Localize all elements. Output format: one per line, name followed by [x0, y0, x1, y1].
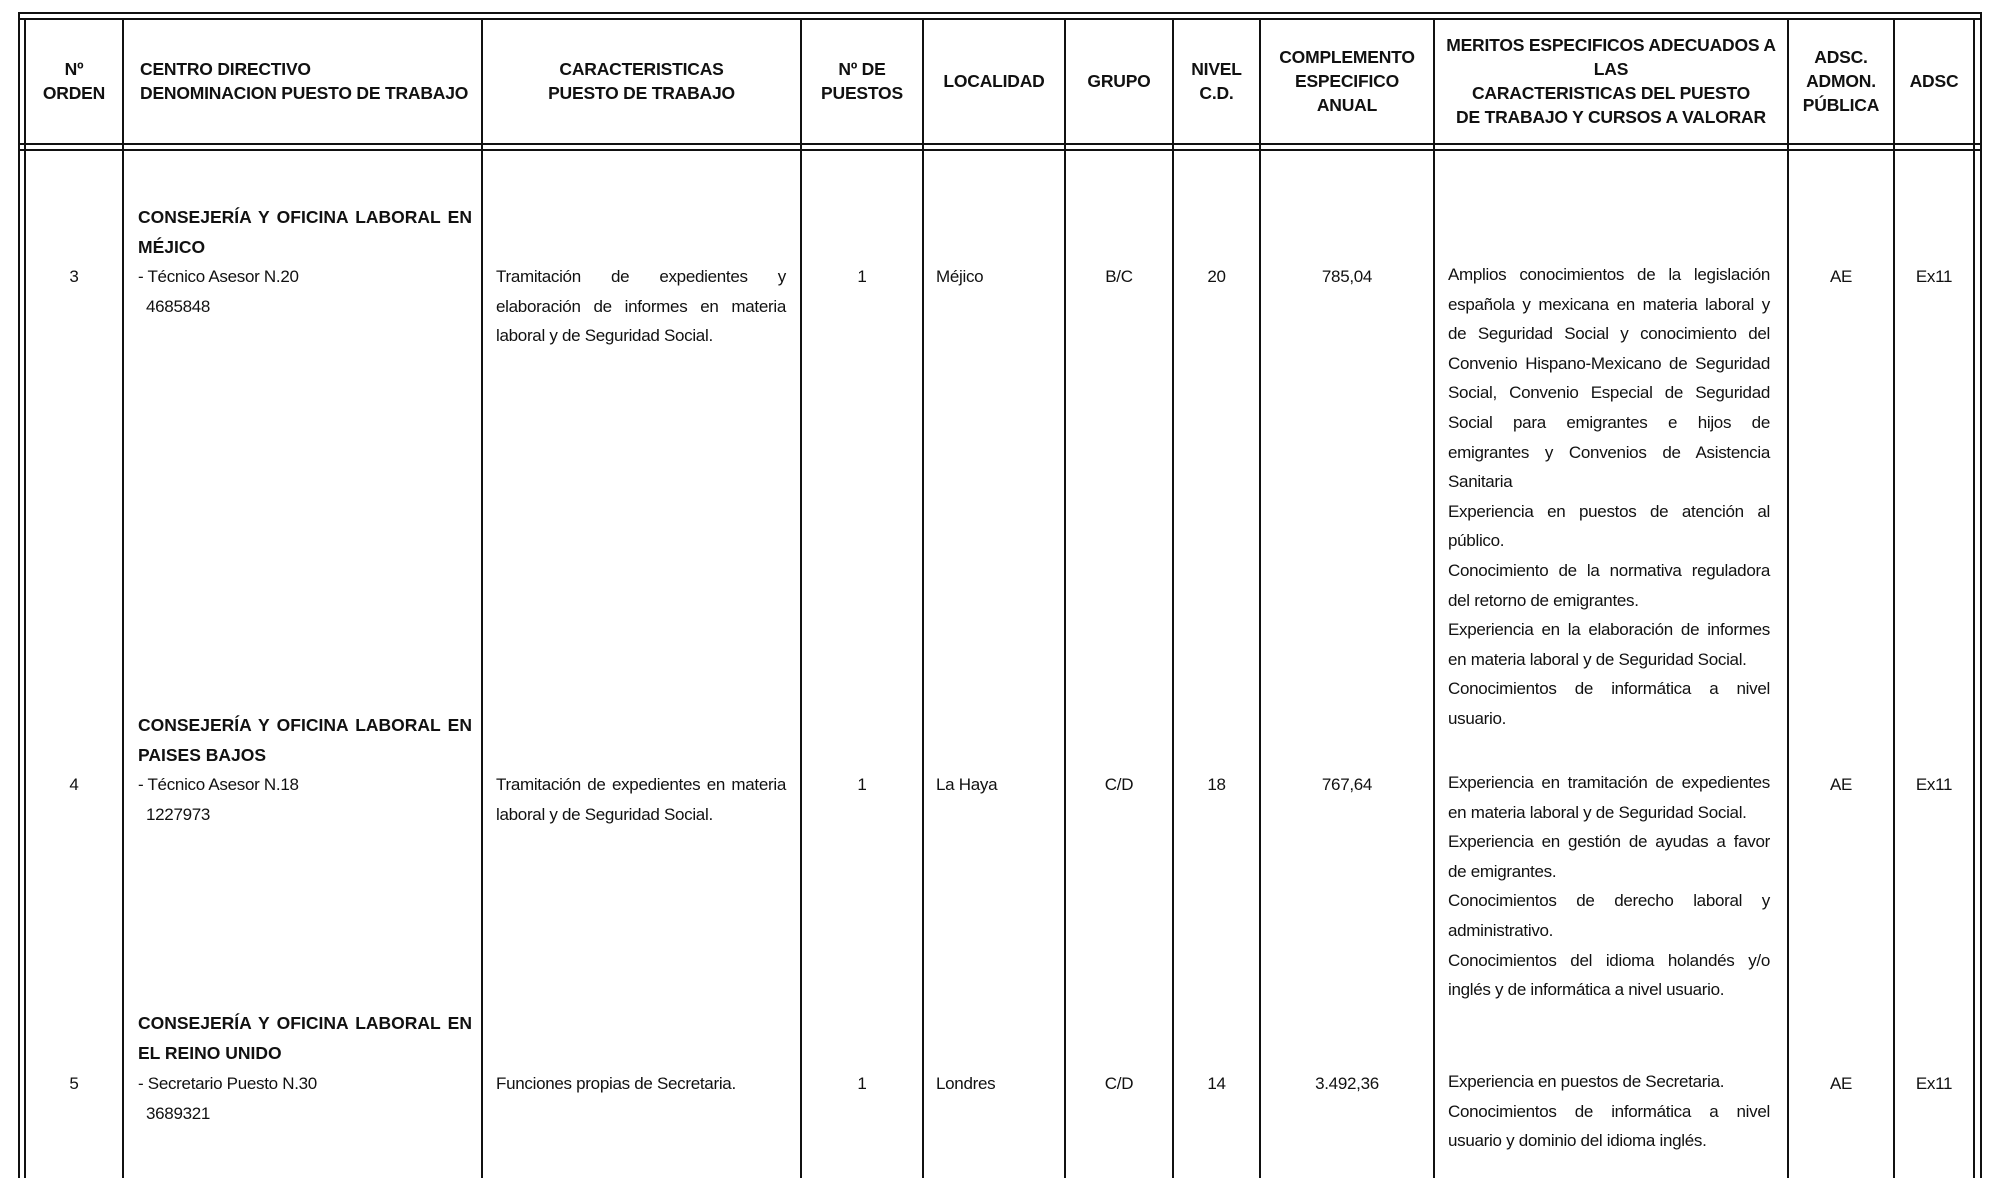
- row-adsc-admon: AE: [1829, 1074, 1853, 1093]
- row-adsc-admon: AE: [1829, 775, 1853, 794]
- row-orden: 5: [69, 1074, 79, 1093]
- table-top-border: [18, 12, 1982, 14]
- merit-item: Conocimientos de derecho laboral y administrativo.: [1448, 891, 1770, 940]
- header-complemento: COMPLEMENTO ESPECIFICO ANUAL: [1279, 47, 1415, 115]
- row-nivel: 14: [1207, 1074, 1226, 1093]
- col-rule-5: [1064, 18, 1066, 1178]
- merit-item: Experiencia en tramitación de expedientes en materia laboral y de Seguridad Social.: [1448, 773, 1770, 822]
- merit-item: Conocimiento de la normativa reguladora del retorno de emigrantes.: [1448, 560, 1770, 610]
- table-top-border-inner: [18, 18, 1982, 20]
- left-border: [18, 12, 20, 1178]
- header-adsc-admon: ADSC. ADMON. PÚBLICA: [1802, 47, 1880, 115]
- header-grupo: GRUPO: [1087, 71, 1151, 91]
- row-adsc: Ex11: [1915, 1074, 1953, 1093]
- row-complemento: 767,64: [1321, 775, 1373, 794]
- row-complemento: 3.492,36: [1315, 1074, 1379, 1093]
- col-rule-4: [922, 18, 924, 1178]
- header-orden: Nº ORDEN: [42, 59, 106, 103]
- header-bottom-border: [18, 143, 1982, 145]
- col-rule-1: [122, 18, 124, 1178]
- row-nivel: 18: [1207, 775, 1226, 794]
- merit-item: Experiencia en la elaboración de informes en materia laboral y de Seguridad Social.: [1448, 620, 1770, 669]
- col-rule-3: [800, 18, 802, 1178]
- row-centro-directivo: CONSEJERÍA Y OFICINA LABORAL EN EL REINO UNIDO: [138, 1013, 472, 1063]
- merit-item: Conocimientos del idioma holandés y/o inglés y de informática a nivel usuario.: [1448, 950, 1770, 1000]
- row-caracteristicas: Funciones propias de Secretaria.: [496, 1074, 736, 1093]
- merit-item: Experiencia en puestos de atención al público.: [1448, 501, 1770, 551]
- col-rule-10: [1893, 18, 1895, 1178]
- col-rule-7: [1259, 18, 1261, 1178]
- row-puestos: 1: [857, 1074, 867, 1093]
- merit-item: Experiencia en gestión de ayudas a favor de emigrantes.: [1448, 832, 1770, 881]
- header-nivel: NIVEL C.D.: [1191, 59, 1242, 103]
- header-centro: CENTRO DIRECTIVO DENOMINACION PUESTO DE TRABAJO: [140, 59, 469, 103]
- row-caracteristicas: Tramitación de expedientes y elaboración de informes en materia laboral y de Seguridad Social.: [496, 267, 786, 346]
- header-bottom-border-inner: [18, 149, 1982, 151]
- row-adsc: Ex11: [1915, 267, 1953, 286]
- header-meritos: MERITOS ESPECIFICOS ADECUADOS A LAS CARACTERISTICAS DEL PUESTO DE TRABAJO Y CURSOS A VALORAR: [1446, 35, 1776, 127]
- row-meritos: [1448, 768, 1770, 1005]
- row-localidad: Méjico: [936, 267, 984, 286]
- merit-item: Conocimientos de informática a nivel usuario y dominio del idioma inglés.: [1448, 1101, 1770, 1151]
- col-rule-8: [1433, 18, 1435, 1178]
- row-puestos: 1: [857, 267, 867, 286]
- col-rule-6: [1172, 18, 1174, 1178]
- row-complemento: 785,04: [1321, 267, 1373, 286]
- col-rule-2: [481, 18, 483, 1178]
- header-puestos: Nº DE PUESTOS: [821, 59, 903, 103]
- row-meritos: [1448, 260, 1770, 734]
- header-caracteristicas: CARACTERISTICAS PUESTO DE TRABAJO: [548, 59, 735, 103]
- row-centro-directivo: CONSEJERÍA Y OFICINA LABORAL EN MÉJICO: [138, 207, 472, 257]
- row-puestos: 1: [857, 775, 867, 794]
- row-centro-directivo: CONSEJERÍA Y OFICINA LABORAL EN PAISES BAJOS: [138, 715, 472, 765]
- header-adsc: ADSC: [1909, 71, 1959, 91]
- merit-item: Conocimientos de informática a nivel usuario.: [1448, 679, 1770, 728]
- row-nivel: 20: [1207, 267, 1226, 286]
- row-grupo: C/D: [1104, 1074, 1134, 1093]
- row-codigo: 1227973: [146, 805, 211, 824]
- row-localidad: Londres: [936, 1074, 996, 1093]
- row-adsc: Ex11: [1915, 775, 1953, 794]
- row-localidad: La Haya: [936, 775, 998, 794]
- header-localidad: LOCALIDAD: [943, 71, 1045, 91]
- merit-item: Experiencia en puestos de Secretaria.: [1448, 1072, 1725, 1091]
- row-meritos: [1448, 1067, 1770, 1156]
- row-grupo: B/C: [1105, 267, 1133, 286]
- row-codigo: 3689321: [146, 1104, 211, 1123]
- row-puesto: - Técnico Asesor N.20: [138, 267, 299, 286]
- row-puesto: - Secretario Puesto N.30: [138, 1074, 317, 1093]
- right-border-inner: [1973, 18, 1975, 1178]
- left-border-inner: [24, 18, 26, 1178]
- merit-item: Amplios conocimientos de la legislación española y mexicana en materia laboral y de Seguridad Social y conocimiento del Convenio Hispano-Mexicano de Seguridad Social, Convenio Especial de Seguridad Social para emigrantes e hijos de emigrantes y Convenios de Asistencia Sanitaria: [1448, 265, 1770, 492]
- row-caracteristicas: Tramitación de expedientes en materia laboral y de Seguridad Social.: [496, 775, 786, 824]
- row-codigo: 4685848: [146, 297, 211, 316]
- right-border: [1980, 12, 1982, 1178]
- row-orden: 3: [69, 267, 79, 286]
- col-rule-9: [1787, 18, 1789, 1178]
- row-adsc-admon: AE: [1829, 267, 1853, 286]
- row-grupo: C/D: [1104, 775, 1134, 794]
- row-puesto: - Técnico Asesor N.18: [138, 775, 299, 794]
- row-orden: 4: [69, 775, 79, 794]
